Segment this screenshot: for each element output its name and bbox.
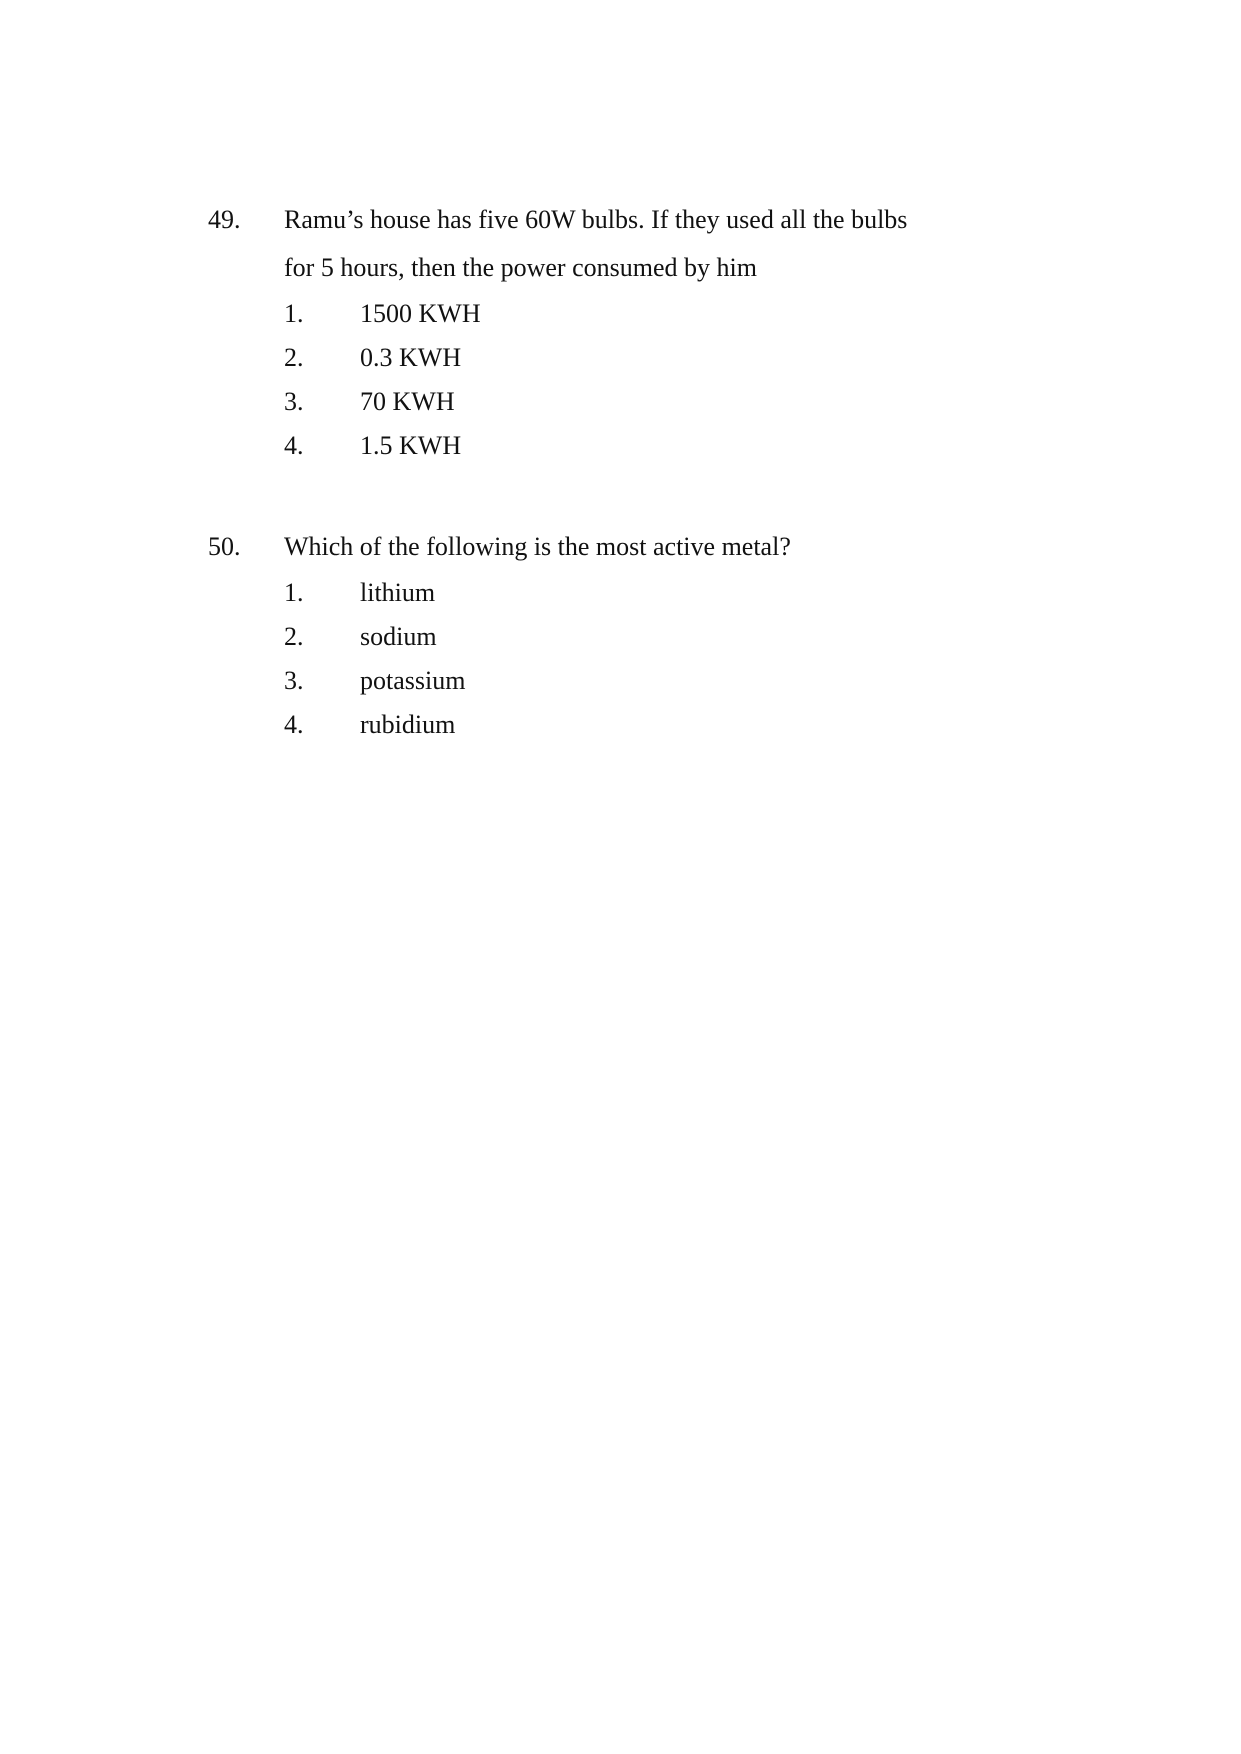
options-list bbox=[208, 292, 1008, 468]
question-number: 49. bbox=[208, 205, 241, 234]
question-number: 50. bbox=[208, 532, 241, 561]
option-item bbox=[284, 615, 1008, 659]
option-text: 70 KWH bbox=[360, 387, 455, 416]
option-number: 4. bbox=[284, 431, 304, 460]
option-item bbox=[284, 659, 1008, 703]
option-item bbox=[284, 424, 1008, 468]
option-number: 2. bbox=[284, 622, 304, 651]
question-49 bbox=[208, 196, 1008, 468]
option-number: 1. bbox=[284, 578, 304, 607]
question-text-line: for 5 hours, then the power consumed by him bbox=[284, 253, 757, 282]
option-text: rubidium bbox=[360, 710, 456, 739]
option-text: 1.5 KWH bbox=[360, 431, 462, 460]
option-number: 4. bbox=[284, 710, 304, 739]
option-text: sodium bbox=[360, 622, 437, 651]
option-text: 0.3 KWH bbox=[360, 343, 462, 372]
question-50 bbox=[208, 523, 1008, 747]
question-text bbox=[284, 523, 964, 571]
option-item bbox=[284, 571, 1008, 615]
options-list bbox=[208, 571, 1008, 747]
option-item bbox=[284, 292, 1008, 336]
option-item bbox=[284, 703, 1008, 747]
option-text: potassium bbox=[360, 666, 466, 695]
option-text: 1500 KWH bbox=[360, 299, 481, 328]
option-number: 3. bbox=[284, 666, 304, 695]
option-text: lithium bbox=[360, 578, 436, 607]
option-number: 3. bbox=[284, 387, 304, 416]
question-text-line: Ramu’s house has five 60W bulbs. If they used all the bulbs bbox=[284, 205, 908, 234]
option-number: 1. bbox=[284, 299, 304, 328]
question-text bbox=[284, 196, 964, 292]
option-item bbox=[284, 336, 1008, 380]
question-text-line: Which of the following is the most active metal? bbox=[284, 532, 791, 561]
option-item bbox=[284, 380, 1008, 424]
option-number: 2. bbox=[284, 343, 304, 372]
